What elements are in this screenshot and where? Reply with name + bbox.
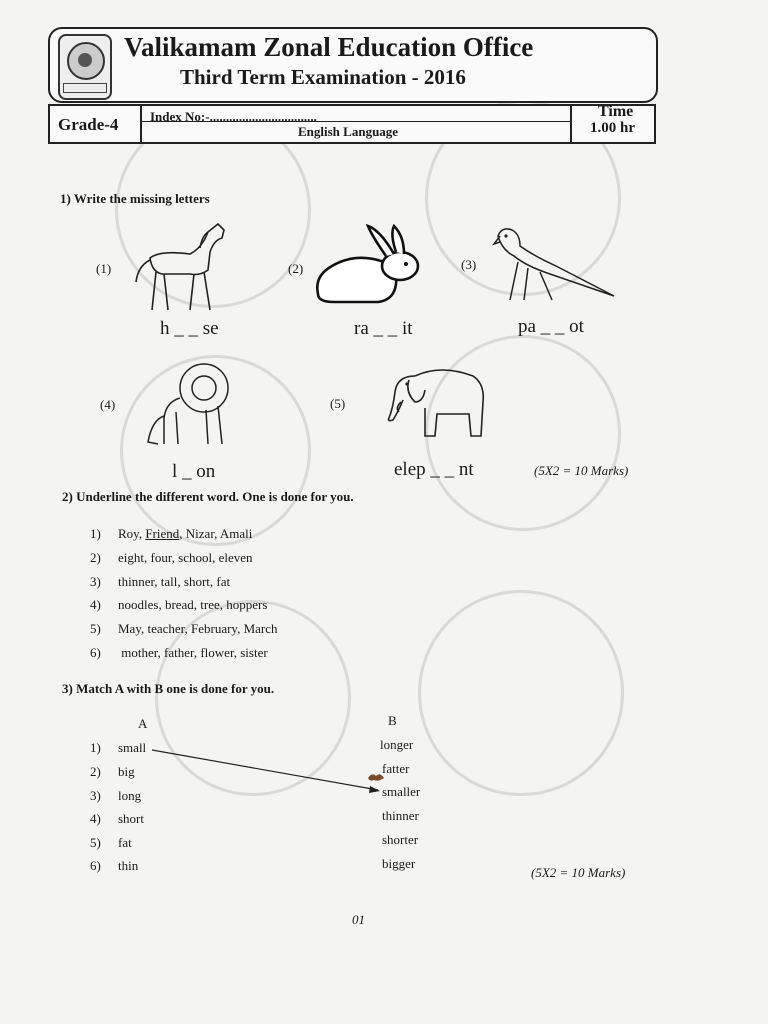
- list-item: 3) thinner, tall, short, fat: [90, 574, 231, 589]
- column-a-item: 6) thin: [90, 858, 139, 873]
- office-title: Valikamam Zonal Education Office: [124, 32, 534, 62]
- item-number: (3): [461, 257, 477, 272]
- rabbit-icon: [312, 222, 424, 310]
- index-number-field[interactable]: Index No:-.................................: [150, 109, 317, 124]
- column-b-item: fatter: [382, 761, 410, 776]
- divider: [140, 104, 142, 142]
- column-b-item: longer: [380, 737, 414, 752]
- list-item: 2) eight, four, school, eleven: [90, 550, 253, 565]
- list-item: 4) noodles, bread, tree, hoppers: [90, 597, 268, 612]
- lion-icon: [146, 358, 236, 448]
- missing-letters-word: l _ on: [172, 461, 216, 482]
- column-b-item: shorter: [382, 832, 419, 847]
- missing-letters-word: ra _ _ it: [354, 318, 413, 339]
- item-number: (1): [96, 261, 112, 276]
- q3-marks: (5X2 = 10 Marks): [531, 865, 626, 880]
- column-a-item: 3) long: [90, 788, 142, 803]
- q1-marks: (5X2 = 10 Marks): [534, 463, 629, 478]
- grade-label: Grade-4: [58, 115, 119, 134]
- list-item: 1) Roy, Friend, Nizar, Amali: [90, 526, 253, 541]
- list-item: 6) mother, father, flower, sister: [90, 645, 268, 660]
- time-value: 1.00 hr: [590, 120, 635, 136]
- missing-letters-word: pa _ _ ot: [518, 316, 584, 337]
- column-a-item: 1) small: [90, 740, 147, 755]
- column-b-label: B: [388, 713, 397, 728]
- column-a-item: 2) big: [90, 764, 135, 779]
- missing-letters-word: h _ _ se: [160, 318, 219, 339]
- item-number: (5): [330, 396, 346, 411]
- column-b-item: thinner: [382, 808, 419, 823]
- question-2-heading: 2) Underline the different word. One is done for you.: [62, 489, 354, 504]
- column-a-item: 5) fat: [90, 835, 132, 850]
- question-3-heading: 3) Match A with B one is done for you.: [62, 681, 275, 696]
- column-b-item: smaller: [382, 784, 421, 799]
- underlined-word: Friend: [145, 526, 180, 541]
- column-a-item: 4) short: [90, 811, 144, 826]
- horse-icon: [130, 218, 230, 313]
- page-number: 01: [352, 912, 365, 927]
- missing-letters-word: elep _ _ nt: [394, 459, 474, 480]
- item-number: (4): [100, 397, 116, 412]
- divider: [570, 104, 572, 142]
- list-item: 5) May, teacher, February, March: [90, 621, 278, 636]
- column-b-item: bigger: [382, 856, 416, 871]
- subject-label: English Language: [298, 124, 399, 139]
- bleed-through-clock: [418, 590, 624, 796]
- time-label: Time: [598, 103, 634, 120]
- elephant-icon: [385, 362, 490, 440]
- item-number: (2): [288, 261, 304, 276]
- zonal-office-logo: [58, 34, 112, 100]
- column-a-label: A: [138, 716, 148, 731]
- ink-smudge: [366, 770, 386, 784]
- exam-title: Third Term Examination - 2016: [180, 65, 466, 89]
- match-arrow: [150, 740, 382, 800]
- question-1-heading: 1) Write the missing letters: [60, 191, 210, 206]
- parrot-icon: [490, 222, 618, 302]
